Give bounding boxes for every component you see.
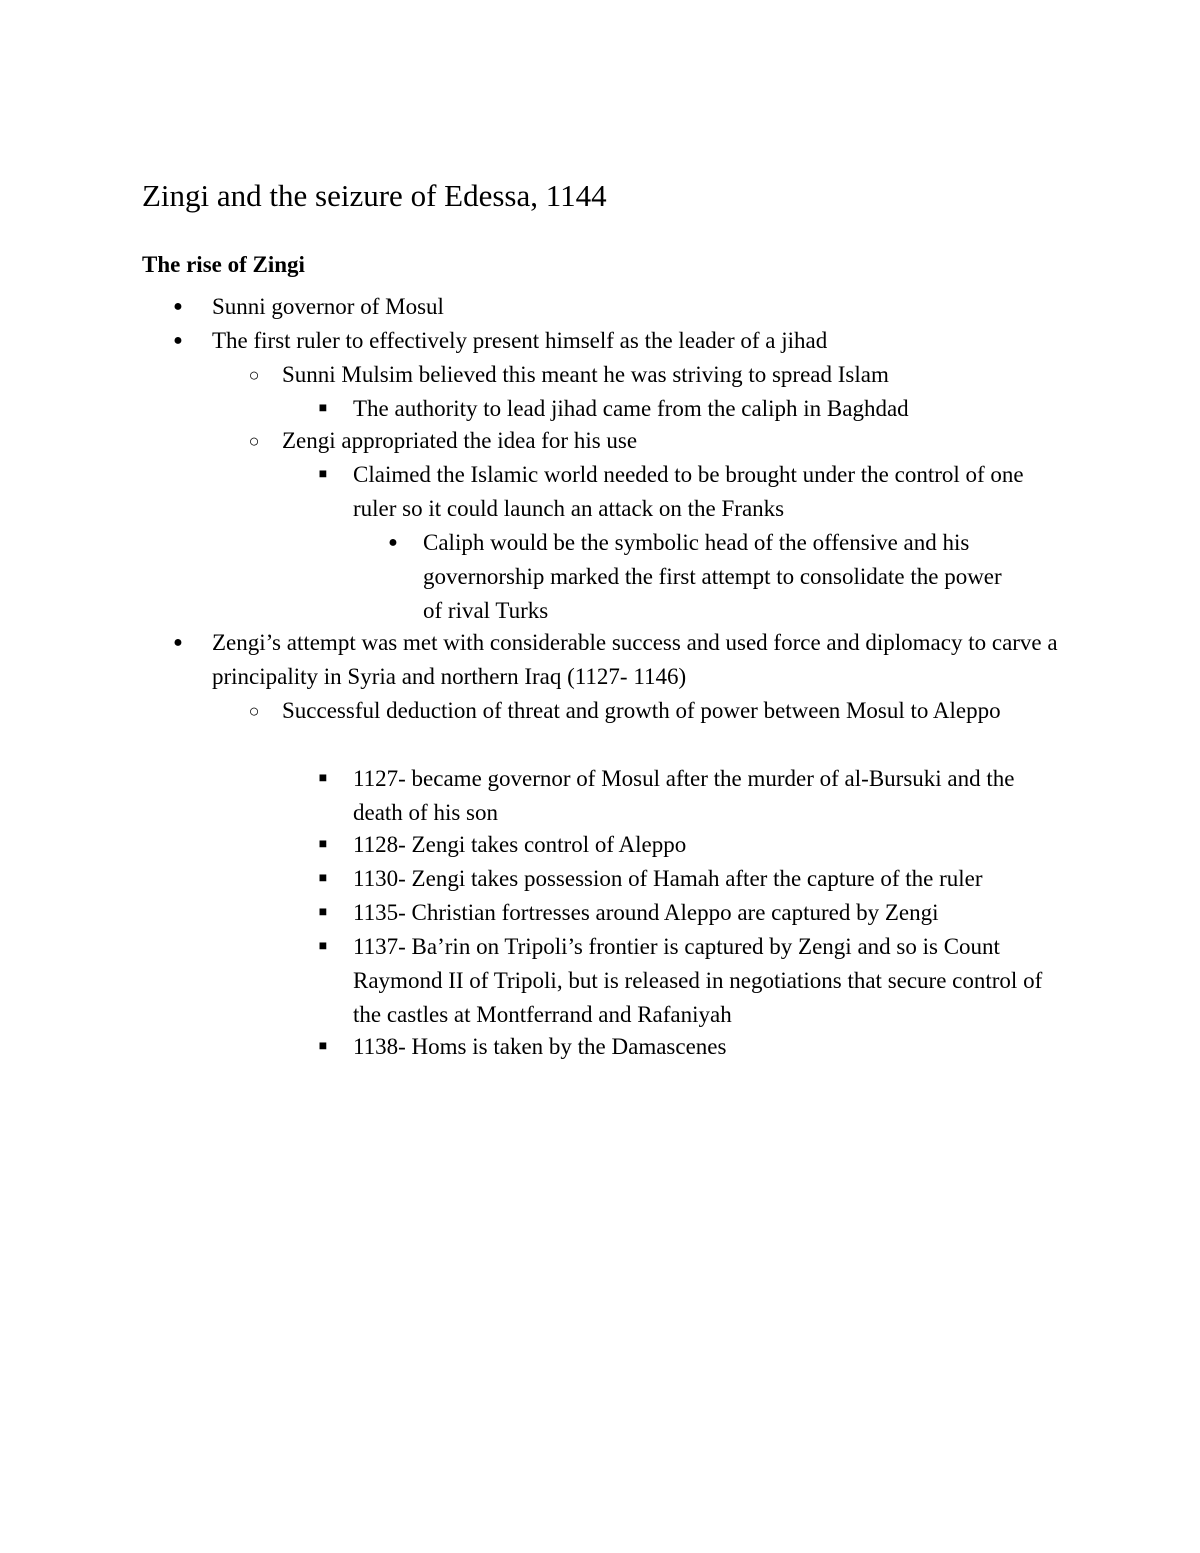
list-item-text: Zengi’s attempt was met with considerable success and used force and diplomacy to carve a principality in Syria and northern Iraq (1127- 1146) bbox=[212, 630, 1058, 689]
list-item bbox=[318, 458, 1062, 526]
bullet-circle-icon: ○ bbox=[248, 431, 260, 451]
list-item-text: 1135- Christian fortresses around Aleppo are captured by Zengi bbox=[353, 900, 939, 925]
list-item-text: The first ruler to effectively present himself as the leader of a jihad bbox=[212, 328, 828, 353]
list-item bbox=[318, 1030, 1062, 1064]
bullet-disc-icon: ● bbox=[388, 534, 398, 551]
list-item bbox=[388, 526, 1023, 628]
bullet-disc-icon: ● bbox=[173, 298, 183, 315]
list-item bbox=[318, 896, 1062, 930]
bullet-square-icon: ■ bbox=[318, 837, 328, 852]
list-item bbox=[248, 424, 1062, 458]
list-item-text: Claimed the Islamic world needed to be brought under the control of one ruler so it could launch an attack on the Franks bbox=[353, 462, 1024, 521]
list-item bbox=[173, 626, 1062, 694]
bullet-disc-icon: ● bbox=[173, 634, 183, 651]
list-item bbox=[248, 358, 1062, 392]
section-heading: The rise of Zingi bbox=[142, 252, 305, 277]
list-item bbox=[318, 862, 1062, 896]
list-item-text: 1127- became governor of Mosul after the murder of al-Bursuki and the death of his son bbox=[353, 766, 1015, 825]
list-item-text: The authority to lead jihad came from the caliph in Baghdad bbox=[353, 396, 909, 421]
bullet-square-icon: ■ bbox=[318, 939, 328, 954]
bullet-square-icon: ■ bbox=[318, 871, 328, 886]
list-item-text: 1137- Ba’rin on Tripoli’s frontier is captured by Zengi and so is Count Raymond II of Tripoli, but is released in negotiations that secure control of the castles at Montferrand and Rafaniyah bbox=[353, 934, 1043, 1027]
bullet-square-icon: ■ bbox=[318, 905, 328, 920]
list-item-text: Successful deduction of threat and growth of power between Mosul to Aleppo bbox=[282, 698, 1001, 723]
bullet-square-icon: ■ bbox=[318, 771, 328, 786]
list-item-text: 1138- Homs is taken by the Damascenes bbox=[353, 1034, 727, 1059]
list-item bbox=[318, 930, 1062, 1032]
bullet-square-icon: ■ bbox=[318, 1039, 328, 1054]
list-item bbox=[318, 828, 1062, 862]
list-item bbox=[173, 290, 1062, 324]
bullet-circle-icon: ○ bbox=[248, 701, 260, 721]
list-item-text: Sunni governor of Mosul bbox=[212, 294, 444, 319]
list-item bbox=[248, 694, 1062, 728]
list-item bbox=[318, 392, 1062, 426]
list-item-text: 1130- Zengi takes possession of Hamah after the capture of the ruler bbox=[353, 866, 983, 891]
bullet-square-icon: ■ bbox=[318, 467, 328, 482]
list-item bbox=[173, 324, 1062, 358]
bullet-disc-icon: ● bbox=[173, 332, 183, 349]
list-item-text: Sunni Mulsim believed this meant he was striving to spread Islam bbox=[282, 362, 889, 387]
list-item-text: Zengi appropriated the idea for his use bbox=[282, 428, 638, 453]
list-item-text: Caliph would be the symbolic head of the offensive and his governorship marked the first attempt to consolidate the power of rival Turks bbox=[423, 530, 1002, 623]
bullet-circle-icon: ○ bbox=[248, 365, 260, 385]
document-title: Zingi and the seizure of Edessa, 1144 bbox=[142, 178, 607, 213]
list-item bbox=[318, 762, 1062, 830]
list-item-text: 1128- Zengi takes control of Aleppo bbox=[353, 832, 687, 857]
bullet-square-icon: ■ bbox=[318, 401, 328, 416]
